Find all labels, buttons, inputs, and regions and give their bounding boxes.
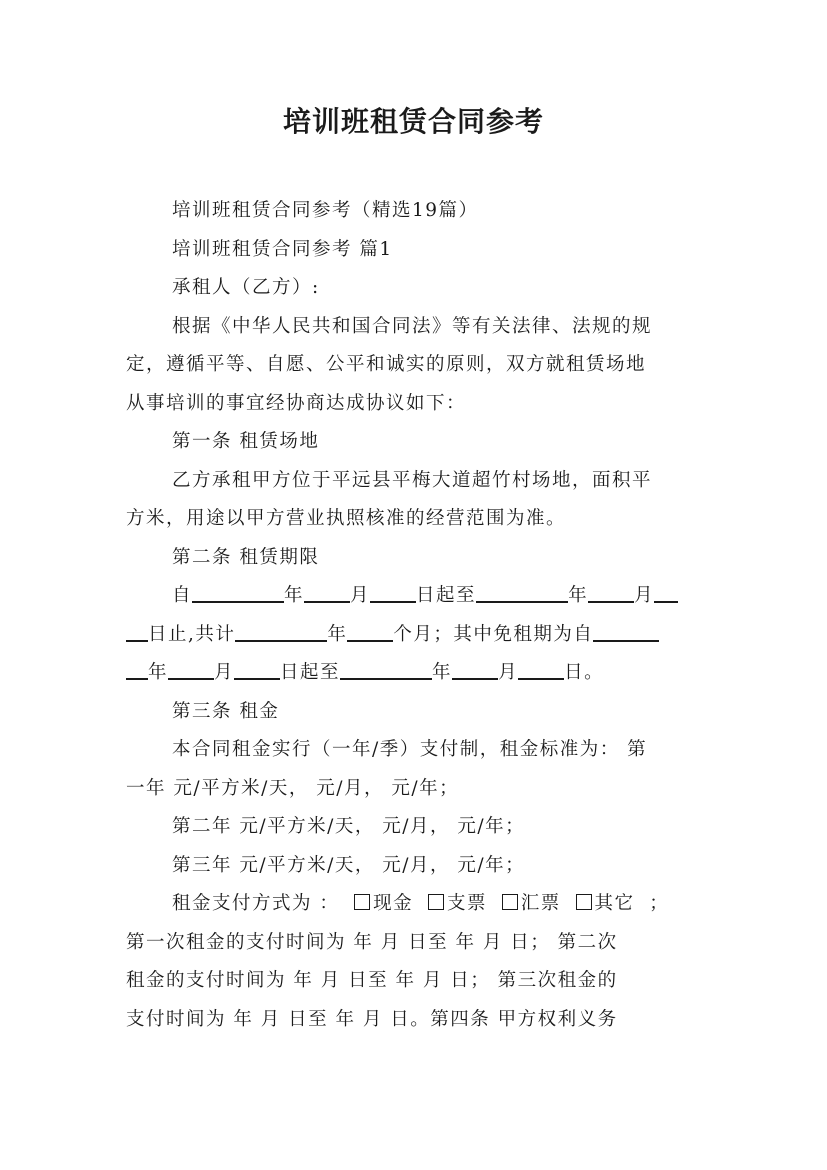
blank-field	[235, 618, 327, 642]
preamble-line: 根据《中华人民共和国合同法》等有关法律、法规的规	[172, 315, 653, 337]
blank-field	[588, 579, 634, 603]
blank-field	[126, 618, 148, 642]
article2-title: 第二条 租赁期限	[172, 546, 320, 568]
article1-line: 方米，用途以甲方营业执照核准的经营范围为准。	[126, 508, 567, 529]
blank-field	[192, 579, 284, 603]
lease-term-line: 自 年 月 日起至 年 月	[126, 577, 704, 616]
article1-line: 乙方承租甲方位于平远县平梅大道超竹村场地，面积平	[172, 469, 653, 491]
blank-field	[370, 579, 416, 603]
lease-term-line: 年 月 日起至 年 月 日。	[126, 654, 704, 693]
blank-field	[452, 656, 498, 680]
blank-field	[593, 618, 659, 642]
payment-schedule-line: 租金的支付时间为 年 月 日至 年 月 日； 第三次租金的	[126, 970, 618, 991]
payment-schedule-line: 支付时间为 年 月 日至 年 月 日。第四条 甲方权利义务	[126, 1008, 618, 1030]
blank-field	[304, 579, 350, 603]
checkbox-cash[interactable]	[354, 894, 370, 910]
document-body	[126, 192, 704, 1039]
blank-field	[234, 656, 280, 680]
tenant-line: 承租人（乙方）:	[172, 277, 320, 298]
blank-field	[126, 656, 148, 680]
article3-line: 一年 元/平方米/天， 元/月， 元/年；	[126, 777, 460, 799]
blank-field	[518, 656, 564, 680]
checkbox-draft[interactable]	[502, 894, 518, 910]
document-title: 培训班租赁合同参考	[282, 105, 544, 138]
heading-line: 培训班租赁合同参考（精选19篇）	[172, 200, 479, 221]
lease-term-line: 日止,共计 年 个月；其中免租期为自	[126, 616, 704, 655]
article3-line: 本合同租金实行（一年/季）支付制，租金标准为： 第	[172, 739, 648, 760]
checkbox-check[interactable]	[428, 894, 444, 910]
checkbox-other[interactable]	[576, 894, 592, 910]
article3-line: 第三年 元/平方米/天， 元/月， 元/年；	[172, 854, 526, 876]
blank-field	[476, 579, 568, 603]
blank-field	[654, 579, 678, 603]
blank-field	[347, 618, 393, 642]
preamble-line: 从事培训的事宜经协商达成协议如下：	[126, 392, 467, 414]
payment-method-line: 租金支付方式为 ： 现金 支票 汇票 其它 ；	[172, 893, 670, 914]
blank-field	[340, 656, 432, 680]
preamble-line: 定，遵循平等、自愿、公平和诚实的原则，双方就租赁场地	[126, 354, 647, 375]
payment-schedule-line: 第一次租金的支付时间为 年 月 日至 年 月 日； 第二次	[126, 931, 618, 953]
article3-title: 第三条 租金	[172, 700, 280, 722]
article1-title: 第一条 租赁场地	[172, 431, 320, 452]
article3-line: 第二年 元/平方米/天， 元/月， 元/年；	[172, 816, 526, 837]
blank-field	[168, 656, 214, 680]
section-line: 培训班租赁合同参考 篇1	[172, 238, 393, 260]
